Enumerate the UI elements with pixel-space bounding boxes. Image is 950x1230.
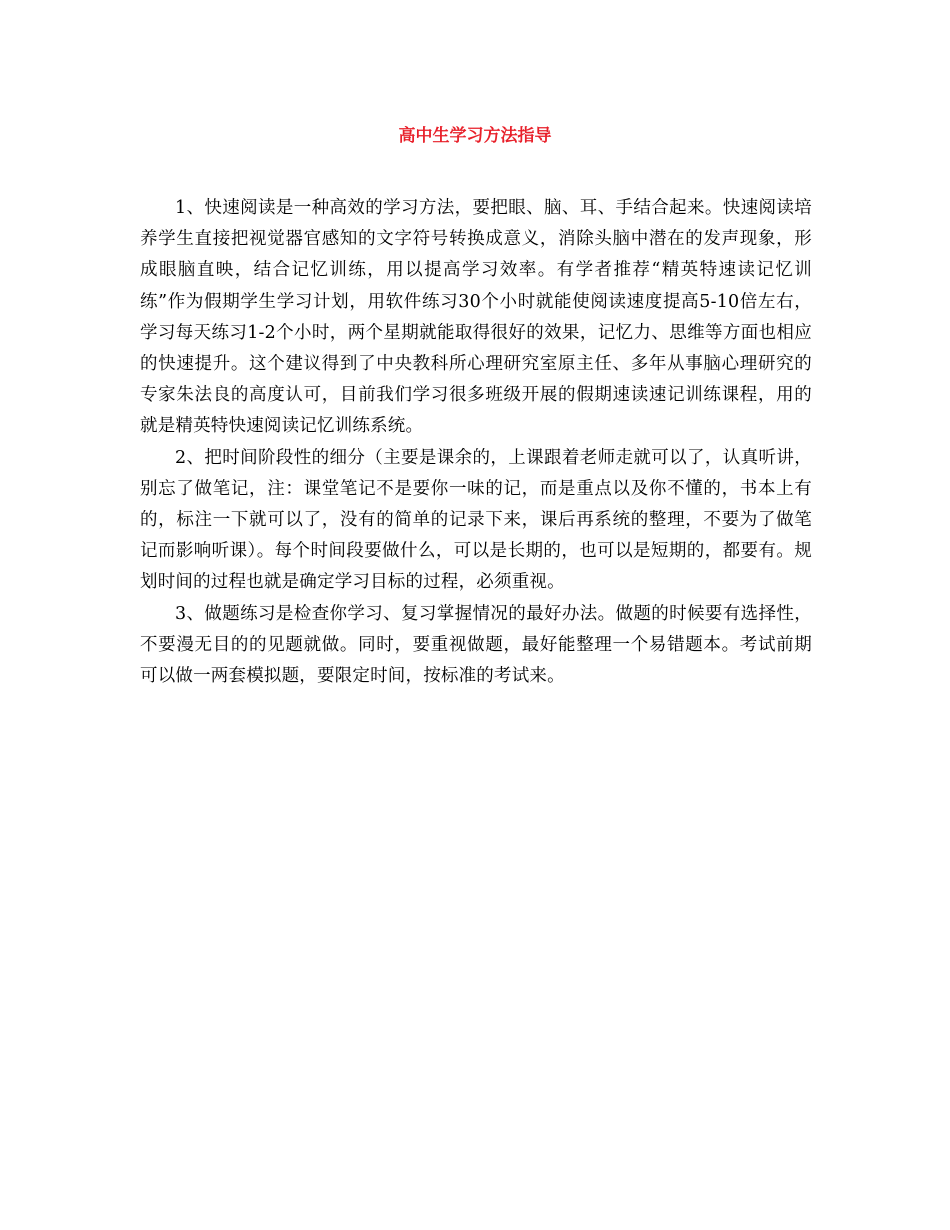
- paragraph-3: 3、做题练习是检查你学习、复习掌握情况的最好办法。做题的时候要有选择性，不要漫无目的的见题就做。同时，要重视做题，最好能整理一个易错题本。考试前期可以做一两套模拟题，要限定时间，按标准的考试来。: [140, 603, 812, 687]
- paragraph-1: 1、快速阅读是一种高效的学习方法，要把眼、脑、耳、手结合起来。快速阅读培养学生直接把视觉器官感知的文字符号转换成意义，消除头脑中潜在的发声现象，形成眼脑直映，结合记忆训练，用以提高学习效率。有学者推荐“精英特速读记忆训练”作为假期学生学习计划，用软件练习30个小时就能使阅读速度提高5-10倍左右，学习每天练习1-2个小时，两个星期就能取得很好的效果，记忆力、思维等方面也相应的快速提升。这个建议得到了中央教科所心理研究室原主任、多年从事脑心理研究的专家朱法良的高度认可，目前我们学习很多班级开展的假期速读速记训练课程，用的就是精英特快速阅读记忆训练系统。: [140, 198, 812, 437]
- page-title: 高中生学习方法指导: [398, 126, 552, 146]
- paragraph-2: 2、把时间阶段性的细分（主要是课余的，上课跟着老师走就可以了，认真听讲，别忘了做笔记，注：课堂笔记不是要你一味的记，而是重点以及你不懂的，书本上有的，标注一下就可以了，没有的简单的记录下来，课后再系统的整理，不要为了做笔记而影响听课）。每个时间段要做什么，可以是长期的，也可以是短期的，都要有。规划时间的过程也就是确定学习目标的过程，必须重视。: [140, 447, 812, 593]
- document-body: [140, 193, 812, 692]
